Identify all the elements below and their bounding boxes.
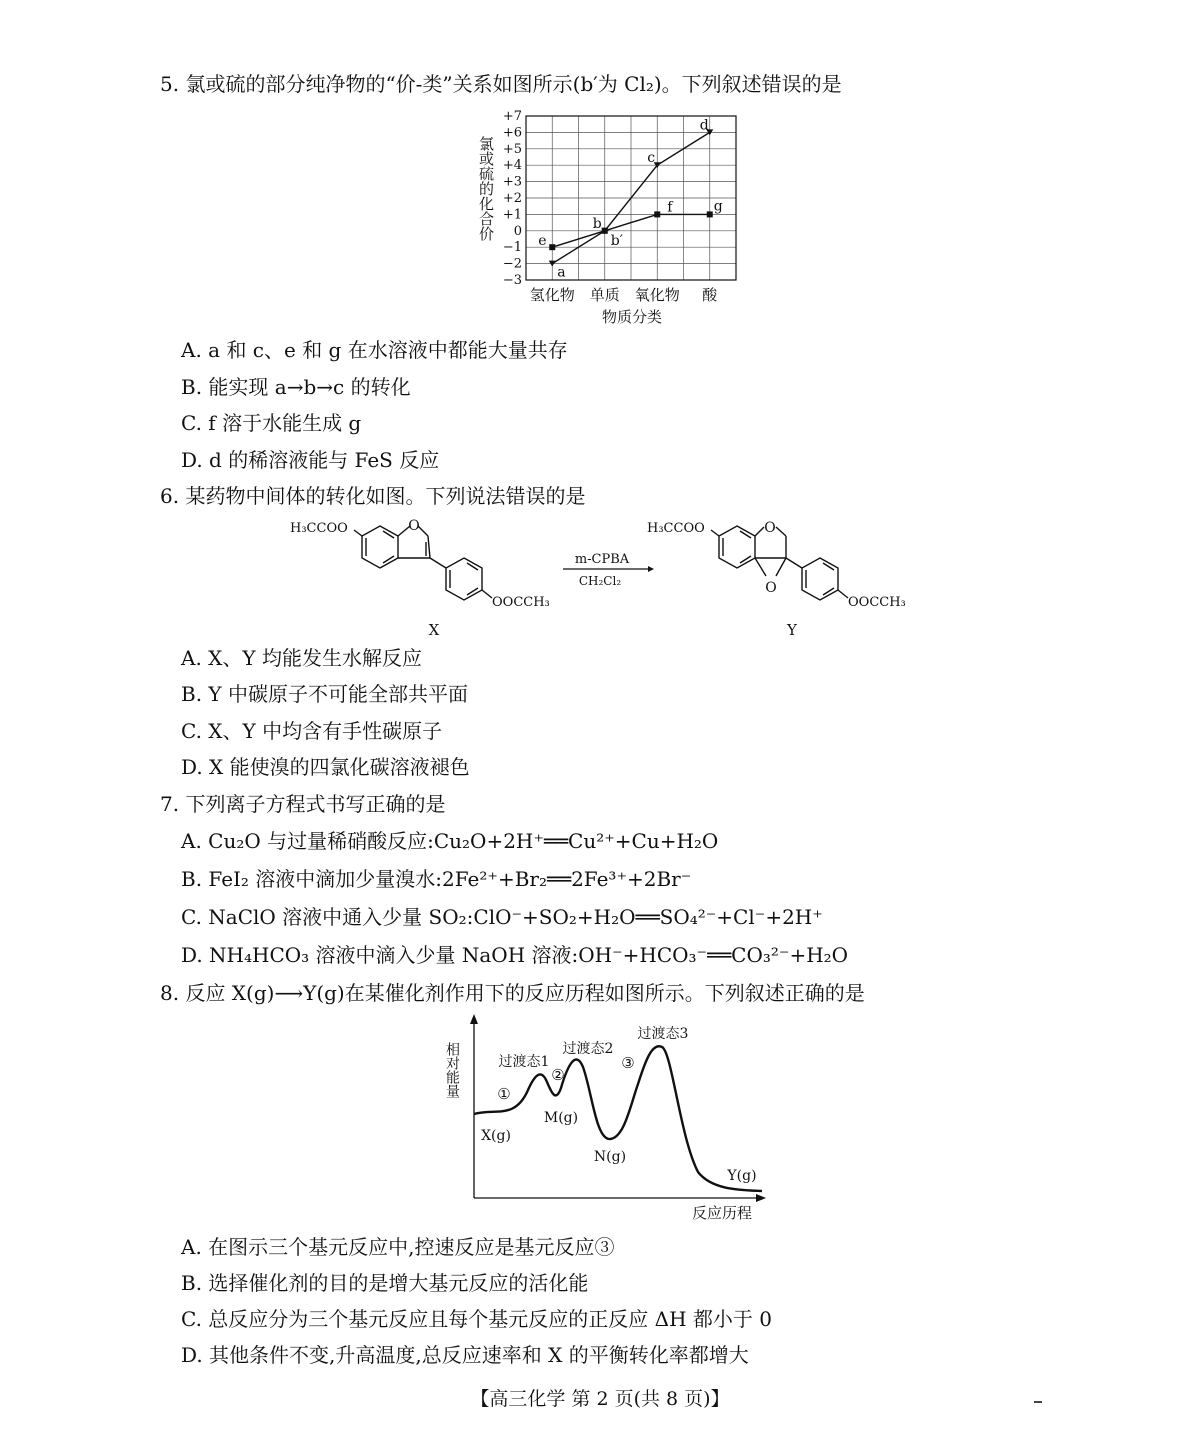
arrow-head-icon [648,566,654,572]
molecule-x-structure [354,526,492,600]
x-tick-label: 单质 [589,286,620,304]
point-label-b′: b′ [610,232,623,249]
point-g [707,211,713,217]
page-footer: 【高三化学 第 2 页(共 8 页)】 [470,1388,730,1410]
n-state-label: N(g) [593,1149,627,1165]
y-tick-label: +7 [502,109,522,124]
label-x: X [428,621,440,639]
point-b′ [602,228,608,234]
y-tick-label: +2 [502,191,522,206]
x-axis-arrow-icon [756,1194,766,1202]
q8-option-a[interactable]: A. 在图示三个基元反应中,控速反应是基元反应③ [181,1235,615,1259]
y-tick-label: +1 [502,207,522,223]
y-tick-label: +5 [502,141,522,157]
q7-option-b[interactable]: B. FeI₂ 溶液中滴加少量溴水:2Fe²⁺+Br₂══2Fe³⁺+2Br⁻ [181,867,692,891]
y-state-label: Y(g) [727,1168,757,1184]
q6-option-c[interactable]: C. X、Y 中均含有手性碳原子 [181,719,443,743]
y-tick-label: +4 [502,158,522,174]
q8-option-b[interactable]: B. 选择催化剂的目的是增大基元反应的活化能 [181,1271,589,1295]
x-acetoxy-bottom: OOCCH₃ [492,595,550,610]
valence-class-chart [470,106,750,332]
label-y: Y [787,621,797,639]
q5-option-b[interactable]: B. 能实现 a→b→c 的转化 [181,375,411,399]
q8-option-d[interactable]: D. 其他条件不变,升高温度,总反应速率和 X 的平衡转化率都增大 [181,1343,749,1367]
y-tick-label: −3 [502,273,522,288]
y-tick-labels [503,109,522,288]
y-tick-label: 0 [513,223,522,239]
y-acetoxy-top: H₃CCOO [647,521,705,536]
energy-ylabel: 相对能量 [444,1042,460,1098]
energy-profile-diagram [440,1012,780,1226]
q8-stem: 8. 反应 X(g)⟶Y(g)在某催化剂作用下的反应历程如图所示。下列叙述正确的是 [160,981,865,1005]
energy-xlabel: 反应历程 [691,1204,753,1222]
point-label-d: d [699,117,709,134]
y-oxygen-ring: O [764,520,776,536]
ts3-label: 过渡态3 [637,1026,689,1042]
point-f [654,211,660,217]
y-axis-arrow-icon [470,1014,478,1024]
x-acetoxy-top: H₃CCOO [290,521,348,536]
x-axis-label: 物质分类 [601,308,663,326]
step1-label: ① [497,1085,511,1103]
q6-option-b[interactable]: B. Y 中碳原子不可能全部共平面 [181,682,468,706]
q7-option-d[interactable]: D. NH₄HCO₃ 溶液中滴入少量 NaOH 溶液:OH⁻+HCO₃⁻══CO₃²⁻+H₂O [181,943,849,967]
reagent-bottom: CH₂Cl₂ [578,574,622,588]
x-oxygen: O [408,518,420,534]
y-acetoxy-bottom: OOCCH₃ [848,595,906,610]
point-e [549,244,555,250]
q6-option-d[interactable]: D. X 能使溴的四氯化碳溶液褪色 [181,755,470,779]
molecule-y-structure [711,526,848,600]
q7-option-a[interactable]: A. Cu₂O 与过量稀硝酸反应:Cu₂O+2H⁺══Cu²⁺+Cu+H₂O [181,829,719,853]
q7-stem: 7. 下列离子方程式书写正确的是 [160,792,446,816]
x-state-label: X(g) [481,1128,511,1144]
point-label-c: c [647,150,656,167]
point-label-e: e [538,233,547,250]
ts1-label: 过渡态1 [498,1054,550,1070]
q7-option-c[interactable]: C. NaClO 溶液中通入少量 SO₂:ClO⁻+SO₂+H₂O══SO₄²⁻+Cl⁻+2H⁺ [181,905,823,929]
m-state-label: M(g) [543,1110,579,1126]
x-tick-label: 酸 [702,286,718,304]
q6-option-a[interactable]: A. X、Y 均能发生水解反应 [181,646,422,670]
q6-stem: 6. 某药物中间体的转化如图。下列说法错误的是 [160,484,586,508]
corner-mark [1034,1401,1042,1403]
x-tick-label: 氧化物 [634,286,680,304]
q5-option-d[interactable]: D. d 的稀溶液能与 FeS 反应 [181,448,440,472]
point-label-b: b [592,215,602,232]
step3-label: ③ [621,1054,635,1072]
point-label-f: f [667,199,673,216]
point-label-a: a [557,264,566,281]
step2-label: ② [551,1066,565,1084]
y-tick-label: +3 [502,174,522,190]
y-tick-label: −1 [502,240,522,256]
y-tick-label: −2 [502,256,522,272]
q5-option-a[interactable]: A. a 和 c、e 和 g 在水溶液中都能大量共存 [181,338,568,362]
q5-option-c[interactable]: C. f 溶于水能生成 g [181,411,362,435]
x-tick-labels [530,286,719,304]
ts2-label: 过渡态2 [562,1041,614,1057]
y-tick-label: +6 [502,125,522,141]
y-oxygen-epoxide: O [765,580,777,596]
point-label-g: g [713,198,723,215]
reagent-top: m-CPBA [574,552,630,567]
q5-stem: 5. 氯或硫的部分纯净物的“价-类”关系如图所示(b′为 Cl₂)。下列叙述错误的是 [160,72,842,96]
reaction-scheme [280,512,920,642]
q8-option-c[interactable]: C. 总反应分为三个基元反应且每个基元反应的正反应 ΔH 都小于 0 [181,1307,772,1331]
y-axis-label: 氯或硫的化合价 [477,136,495,241]
x-tick-label: 氢化物 [529,286,575,304]
